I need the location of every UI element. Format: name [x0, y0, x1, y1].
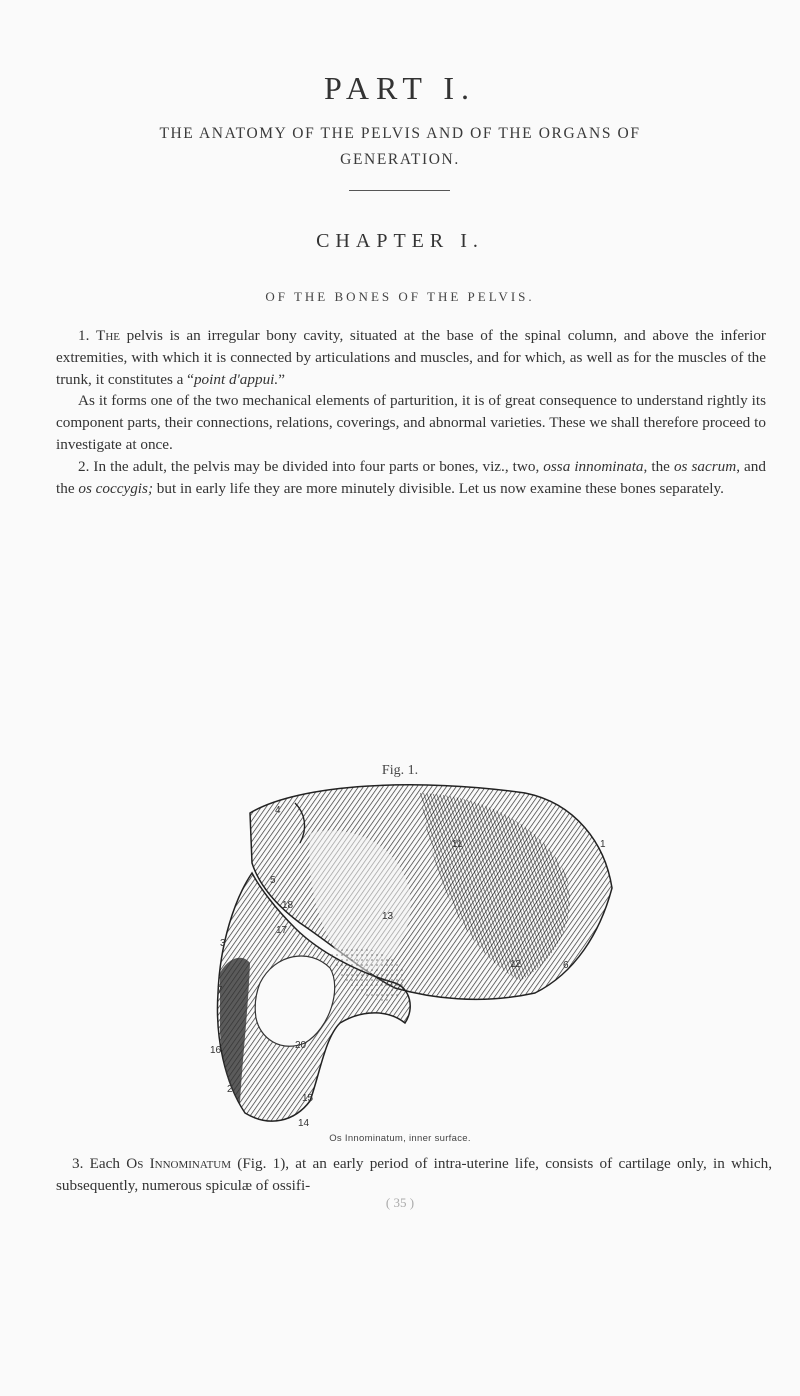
page-number: ( 35 )	[385, 1195, 415, 1210]
callout-number: 20	[295, 1040, 307, 1051]
paragraph-text: but in early life they are more minutely divisible. Let us now examine these bones separately.	[153, 479, 724, 497]
paragraph-text: 3. Each	[72, 1155, 127, 1172]
paragraph-text: , and the	[56, 457, 766, 497]
figure-label: Fig. 1.	[381, 763, 419, 778]
pelvis-bone-illustration	[180, 783, 620, 1129]
part-heading: PART I.	[323, 70, 476, 106]
paragraph-1	[56, 325, 766, 390]
paragraph-text: , the	[643, 457, 674, 475]
callout-number: 6	[563, 960, 569, 971]
paragraph-text: (Fig. 1), at an early period of intra-uterine life, consists of cartilage only, in which, subsequently, numerous spiculæ of ossifi-	[56, 1155, 772, 1194]
italic-term: point d'appui.	[193, 370, 279, 388]
callout-number: 18	[282, 900, 294, 911]
paragraph-text: 2. In the adult, the pelvis may be divided into four parts or bones, viz., two,	[78, 457, 544, 475]
callout-number: 3	[220, 938, 226, 949]
callout-number: 15	[302, 1093, 314, 1104]
close-quote: ”	[278, 370, 285, 388]
callout-number: 1	[600, 839, 606, 850]
callout-number: 12	[510, 959, 522, 970]
italic-term: os sacrum	[673, 457, 737, 475]
small-caps-term: Os Innominatum	[126, 1155, 232, 1172]
figure-caption: Os Innominatum, inner surface.	[329, 1133, 471, 1144]
callout-number: 7	[217, 985, 223, 996]
callout-number: 14	[298, 1118, 310, 1129]
divider-rule	[349, 190, 450, 191]
paragraph-number: 1.	[78, 327, 90, 344]
italic-term: os coccygis;	[78, 479, 153, 497]
callout-number: 17	[276, 925, 288, 936]
callout-number: 5	[270, 875, 276, 886]
paragraph-2	[56, 456, 766, 500]
paragraph-3	[56, 1153, 772, 1197]
paragraph-text: pelvis is an irregular bony cavity, situated at the base of the spinal column, and above the inferior extremities, with which it is connected by articulations and muscles, and for which, as well as for the muscles of the trunk, it constitutes a “	[56, 327, 766, 388]
chapter-heading: CHAPTER I.	[316, 230, 484, 252]
callout-number: 11	[452, 839, 463, 850]
chapter-title: OF THE BONES OF THE PELVIS.	[265, 289, 535, 304]
paragraph-1b: As it forms one of the two mechanical elements of parturition, it is of great consequence to understand rightly its component parts, their connections, relations, coverings, and abnormal varieties. These we shall therefore proceed to investigate at once.	[56, 392, 766, 453]
part-subtitle: THE ANATOMY OF THE PELVIS AND OF THE ORGANS OF GENERATION.	[159, 125, 641, 168]
callout-number: 2	[227, 1084, 233, 1095]
body-text	[56, 325, 766, 499]
lead-word: The	[96, 327, 120, 344]
italic-term: ossa innominata	[543, 457, 644, 475]
callout-number: 13	[382, 911, 394, 922]
callout-number: 16	[210, 1045, 222, 1056]
callout-number: 4	[275, 805, 281, 816]
